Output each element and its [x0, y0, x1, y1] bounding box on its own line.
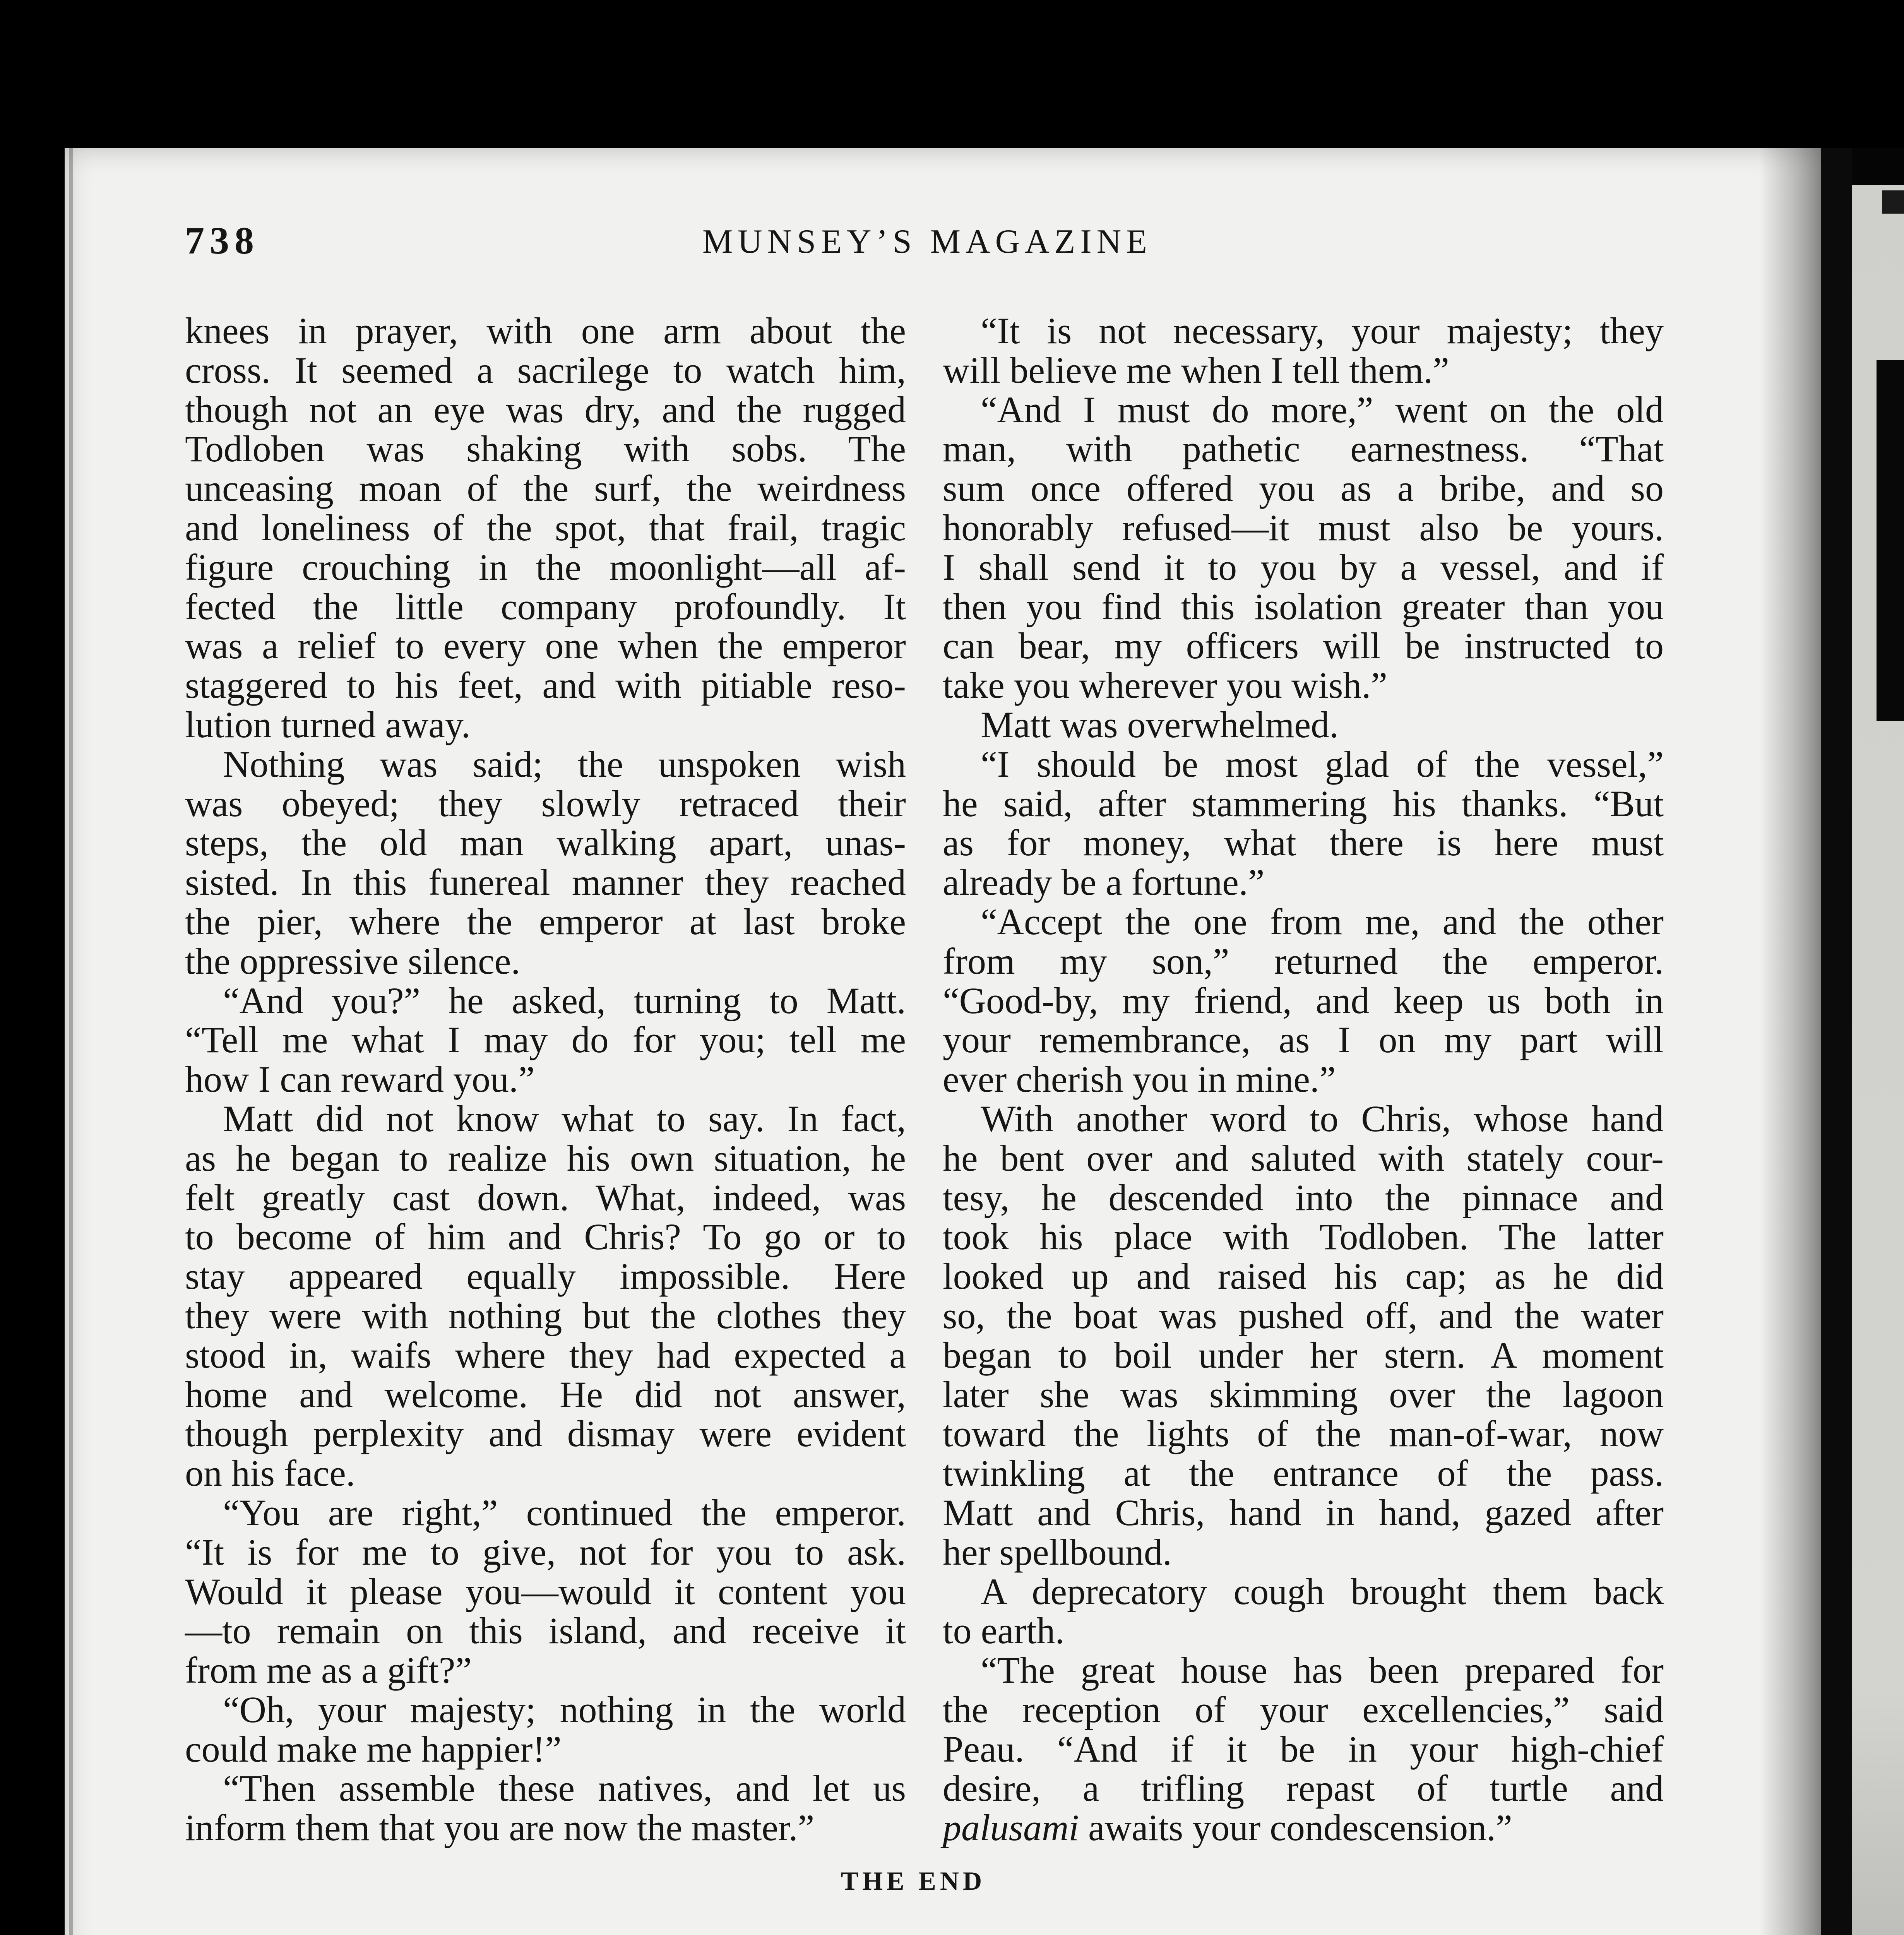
text-line: A deprecatory cough brought them back: [981, 1570, 1664, 1612]
text-line: “The great house has been prepared for: [981, 1649, 1664, 1691]
text-line: stood in, waifs where they had expected a: [185, 1334, 906, 1376]
text-line: they were with nothing but the clothes they: [185, 1295, 906, 1336]
text-line: Todloben was shaking with sobs. The: [185, 428, 906, 470]
adjacent-page-ink-mark: [1882, 190, 1904, 214]
text-line: looked up and raised his cap; as he did: [943, 1255, 1664, 1297]
text-line: sisted. In this funereal manner they reached: [185, 861, 906, 903]
text-line: twinkling at the entrance of the pass.: [943, 1452, 1664, 1494]
text-line: Would it please you—would it content you: [185, 1570, 906, 1612]
text-line: as he began to realize his own situation, he: [185, 1137, 906, 1179]
text-line: as for money, what there is here must: [943, 822, 1664, 864]
text-line: to earth.: [943, 1610, 1065, 1652]
text-line: “And I must do more,” went on the old: [981, 389, 1664, 430]
text-line: lution turned away.: [185, 704, 471, 745]
text-line: he said, after stammering his thanks. “But: [943, 783, 1664, 824]
text-line: “Accept the one from me, and the other: [981, 901, 1664, 942]
text-line: stay appeared equally impossible. Here: [185, 1255, 906, 1297]
text-line: With another word to Chris, whose hand: [981, 1098, 1664, 1139]
text-line: honorably refused—it must also be yours.: [943, 507, 1664, 548]
text-line: your remembrance, as I on my part will: [943, 1019, 1664, 1061]
text-line: and loneliness of the spot, that frail, tragic: [185, 507, 906, 548]
text-line: already be a fortune.”: [943, 861, 1265, 903]
book-spine-shadow: [1821, 148, 1852, 1935]
text-line: the pier, where the emperor at last broke: [185, 901, 906, 942]
adjacent-page-edge: [1852, 148, 1904, 1935]
text-line: sum once offered you as a bribe, and so: [943, 467, 1664, 509]
text-run: awaits your condescension.”: [1079, 1807, 1512, 1849]
text-line: figure crouching in the moonlight—all af-: [185, 546, 906, 588]
text-line: tesy, he descended into the pinnace and: [943, 1176, 1664, 1218]
running-title: MUNSEY’S MAGAZINE: [702, 223, 1152, 260]
text-line: “Good-by, my friend, and keep us both in: [943, 979, 1664, 1021]
scan-vignette: [65, 148, 1821, 1935]
text-line: from me as a gift?”: [185, 1649, 472, 1691]
text-line: —to remain on this island, and receive it: [185, 1610, 906, 1652]
text-line: Matt and Chris, hand in hand, gazed after: [943, 1491, 1664, 1533]
text-line: later she was skimming over the lagoon: [943, 1373, 1664, 1415]
text-line: though not an eye was dry, and the rugged: [185, 389, 906, 430]
italic-word: palusami: [943, 1807, 1079, 1849]
text-line: “It is not necessary, your majesty; they: [981, 310, 1664, 351]
text-line: to become of him and Chris? To go or to: [185, 1216, 906, 1258]
text-line: “You are right,” continued the emperor.: [223, 1491, 906, 1533]
text-line: staggered to his feet, and with pitiable reso-: [185, 664, 906, 706]
text-line: began to boil under her stern. A moment: [943, 1334, 1664, 1376]
text-line: Nothing was said; the unspoken wish: [223, 743, 906, 785]
text-line: Matt was overwhelmed.: [981, 704, 1339, 745]
text-line: will believe me when I tell them.”: [943, 349, 1449, 391]
text-line: unceasing moan of the surf, the weirdness: [185, 467, 906, 509]
adjacent-page-large-letter: [1877, 360, 1904, 721]
story-end-mark: THE END: [841, 1866, 986, 1896]
text-line: Peau. “And if it be in your high-chief: [943, 1728, 1664, 1770]
text-line: “Tell me what I may do for you; tell me: [185, 1019, 906, 1061]
text-line: ever cherish you in mine.”: [943, 1058, 1336, 1100]
text-line: toward the lights of the man-of-war, now: [943, 1413, 1664, 1455]
text-line: knees in prayer, with one arm about the: [185, 310, 906, 351]
text-line: “I should be most glad of the vessel,”: [981, 743, 1664, 785]
text-line: though perplexity and dismay were evident: [185, 1413, 906, 1455]
text-line: so, the boat was pushed off, and the water: [943, 1295, 1664, 1336]
text-line: from my son,” returned the emperor.: [943, 940, 1664, 982]
text-line: desire, a trifling repast of turtle and: [943, 1767, 1664, 1809]
text-line: the reception of your excellencies,” said: [943, 1688, 1664, 1730]
text-line: I shall send it to you by a vessel, and if: [943, 546, 1664, 588]
text-line: then you find this isolation greater than you: [943, 586, 1664, 627]
text-line: cross. It seemed a sacrilege to watch him,: [185, 349, 906, 391]
text-line: her spellbound.: [943, 1531, 1172, 1573]
text-line: how I can reward you.”: [185, 1058, 535, 1100]
magazine-page: [65, 148, 1821, 1935]
text-line: he bent over and saluted with stately cour-: [943, 1137, 1664, 1179]
adjacent-page-dark-band: [1852, 148, 1904, 185]
text-line: Matt did not know what to say. In fact,: [223, 1098, 906, 1139]
text-line: was obeyed; they slowly retraced their: [185, 783, 906, 824]
text-line: steps, the old man walking apart, unas-: [185, 822, 906, 864]
text-line: on his face.: [185, 1452, 355, 1494]
page-number: 738: [185, 219, 259, 262]
text-line: felt greatly cast down. What, indeed, was: [185, 1176, 906, 1218]
text-line: home and welcome. He did not answer,: [185, 1373, 906, 1415]
text-line: the oppressive silence.: [185, 940, 521, 982]
text-line: “It is for me to give, not for you to ask.: [185, 1531, 906, 1573]
text-line: take you wherever you wish.”: [943, 664, 1387, 706]
text-line: “Oh, your majesty; nothing in the world: [223, 1688, 906, 1730]
text-line: can bear, my officers will be instructed to: [943, 625, 1664, 667]
text-line: man, with pathetic earnestness. “That: [943, 428, 1664, 470]
text-line: “Then assemble these natives, and let us: [223, 1767, 906, 1809]
text-line: could make me happier!”: [185, 1728, 562, 1770]
text-line: took his place with Todloben. The latter: [943, 1216, 1664, 1258]
text-line: inform them that you are now the master.”: [185, 1807, 815, 1849]
text-line: fected the little company profoundly. It: [185, 586, 906, 627]
text-line: was a relief to every one when the emperor: [185, 625, 906, 667]
text-line: “And you?” he asked, turning to Matt.: [223, 979, 906, 1021]
